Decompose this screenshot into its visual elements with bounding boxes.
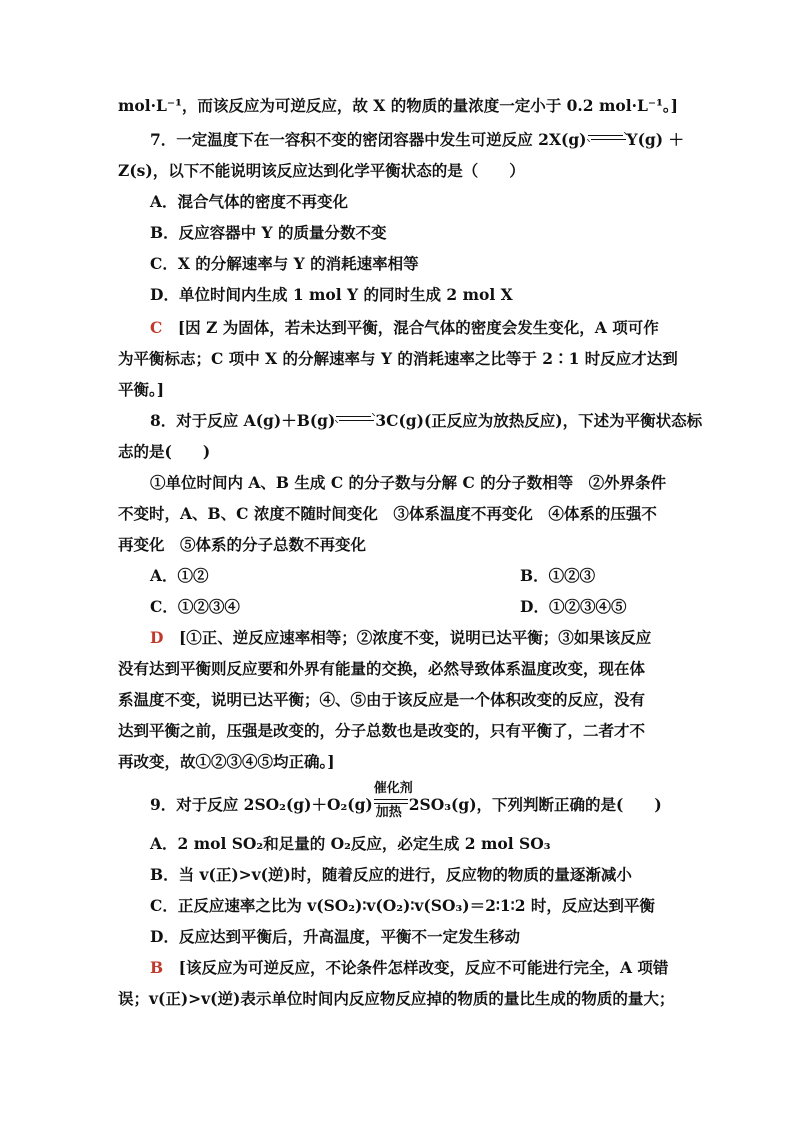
answer-letter: B	[150, 958, 164, 977]
statement-line: 不变时，A、B、C 浓度不随时间变化 ③体系温度不再变化 ④体系的压强不	[118, 504, 657, 523]
option-d: D．①②③④⑤	[520, 597, 627, 616]
statement-line: ①单位时间内 A、B 生成 C 的分子数与分解 C 的分子数相等 ②外界条件	[150, 473, 667, 492]
text-span: [因 Z 为固体，若未达到平衡，混合气体的密度会发生变化，A 项可作	[162, 318, 659, 337]
heat-label: 加热	[375, 805, 402, 820]
option-c: C．正反应速率之比为 v(SO₂)∶v(O₂)∶v(SO₃)＝2∶1∶2 时，反应达到平衡	[150, 896, 655, 915]
text-span: 2SO₃(g)，下列判断正确的是( )	[408, 795, 662, 814]
text-line: mol·L⁻¹，而该反应为可逆反应，故 X 的物质的量浓度一定小于 0.2 mol·L⁻¹。]	[118, 96, 678, 115]
explanation-line	[150, 958, 710, 978]
option-a: A．混合气体的密度不再变化	[150, 192, 349, 211]
text-span: 3C(g)(正反应为放热反应)，下述为平衡状态标	[375, 411, 703, 430]
text-line: 志的是( )	[118, 442, 211, 461]
equilibrium-arrow-icon	[336, 414, 374, 424]
text-span: 7．一定温度下在一容积不变的密闭容器中发生可逆反应 2X(g)	[150, 130, 587, 149]
text-span: 9．对于反应 2SO₂(g)＋O₂(g)	[150, 795, 373, 814]
question-8-stem	[150, 411, 710, 431]
text-span: [①正、逆反应速率相等；②浓度不变，说明已达平衡；③如果该反应	[163, 628, 652, 647]
options-row	[150, 597, 710, 617]
option-b: B．①②③	[520, 566, 596, 585]
answer-letter: D	[150, 628, 164, 647]
explanation-line	[150, 628, 710, 648]
explanation-line: 为平衡标志；C 项中 X 的分解速率与 Y 的消耗速率之比等于 2∶1 时反应才达到	[118, 349, 678, 368]
option-c: C．①②③④	[150, 597, 240, 616]
option-a: A．①②	[150, 566, 209, 585]
answer-letter: C	[150, 318, 163, 337]
option-b: B．当 v(正)>v(逆)时，随着反应的进行，反应物的物质的量逐渐减小	[150, 865, 632, 884]
explanation-line: 误；v(正)>v(逆)表示单位时间内反应物反应掉的物质的量比生成的物质的量大；	[118, 989, 675, 1008]
text-span: [该反应为可逆反应，不论条件怎样改变，反应不可能进行完全，A 项错	[163, 958, 669, 977]
catalyst-label: 催化剂	[373, 781, 413, 796]
explanation-line: 再改变，故①②③④⑤均正确。]	[118, 752, 335, 771]
text-span: Y(g) ＋	[626, 130, 684, 149]
catalyst-equilibrium-arrow	[373, 781, 413, 820]
explanation-line: 达到平衡之前，压强是改变的，分子总数也是改变的，只有平衡了，二者才不	[118, 721, 646, 740]
option-d: D．反应达到平衡后，升高温度，平衡不一定发生移动	[150, 927, 520, 946]
explanation-line: 系温度不变，说明已达平衡；④、⑤由于该反应是一个体积改变的反应，没有	[118, 690, 646, 709]
option-d: D．单位时间内生成 1 mol Y 的同时生成 2 mol X	[150, 285, 513, 304]
statement-line: 再变化 ⑤体系的分子总数不再变化	[118, 535, 367, 554]
option-b: B．反应容器中 Y 的质量分数不变	[150, 223, 387, 242]
text-span: 8．对于反应 A(g)＋B(g)	[150, 411, 336, 430]
option-c: C．X 的分解速率与 Y 的消耗速率相等	[150, 254, 419, 273]
explanation-line: 没有达到平衡则反应要和外界有能量的交换，必然导致体系温度改变，现在体	[118, 659, 646, 678]
options-row	[150, 566, 710, 586]
equilibrium-arrow-icon	[588, 133, 626, 143]
explanation-line: 平衡。]	[118, 380, 165, 399]
option-a: A．2 mol SO₂和足量的 O₂反应，必定生成 2 mol SO₃	[150, 834, 551, 853]
text-line: Z(s)，以下不能说明该反应达到化学平衡状态的是（ ）	[118, 161, 525, 180]
question-9-stem	[150, 781, 710, 820]
question-7-stem	[150, 130, 710, 150]
explanation-line	[150, 318, 710, 338]
arrow-line	[374, 799, 408, 800]
